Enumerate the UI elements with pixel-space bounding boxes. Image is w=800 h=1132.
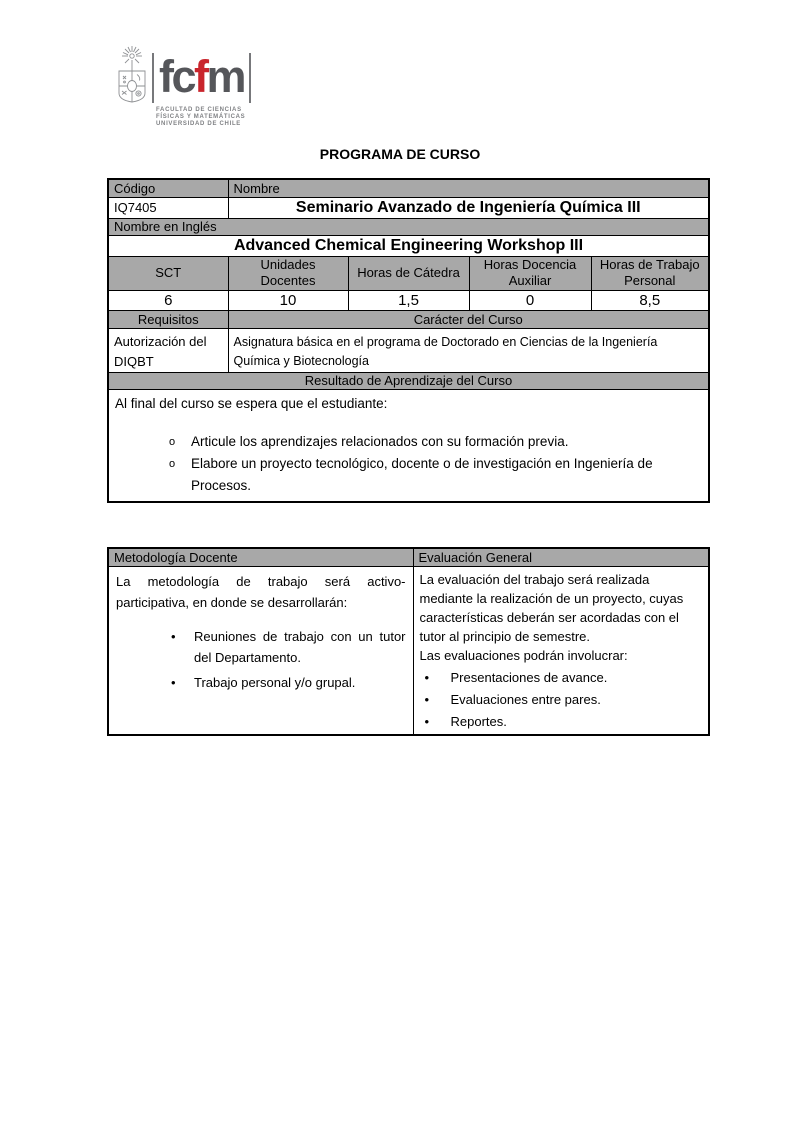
list-item <box>420 668 703 687</box>
wordmark-letters <box>154 53 249 103</box>
codigo-value: IQ7405 <box>108 197 228 218</box>
list-item <box>115 453 702 497</box>
resultado-item-2: Elabore un proyecto tecnológico, docente o de investigación en Ingeniería de Procesos. <box>191 455 653 493</box>
hours-header-horas-catedra: Horas de Cátedra <box>348 256 469 290</box>
course-info-table <box>107 178 710 503</box>
caracter-label: Carácter del Curso <box>228 310 709 328</box>
hours-value-horas-trabajo-personal: 8,5 <box>591 290 709 310</box>
spacer <box>116 613 406 622</box>
hours-value-sct: 6 <box>108 290 228 310</box>
table-row-resultado-content <box>108 389 709 502</box>
wordmark-m: m <box>206 51 245 102</box>
caracter-value: Asignatura básica en el programa de Doctorado en Ciencias de la Ingeniería Química y Biotecnología <box>228 328 709 372</box>
table-row-nombre-ingles-header <box>108 218 709 235</box>
wordmark-red-f: f <box>194 51 207 102</box>
hours-header-horas-docencia-auxiliar: Horas Docencia Auxiliar <box>469 256 591 290</box>
evaluacion-item-2: Evaluaciones entre pares. <box>450 691 601 707</box>
requisitos-value: Autorización del DIQBT <box>108 328 228 372</box>
table-row-nombre-ingles-value <box>108 235 709 256</box>
hours-value-horas-catedra: 1,5 <box>348 290 469 310</box>
wordmark-right-bar <box>249 53 251 103</box>
circle-bullet-icon: o <box>169 435 176 448</box>
hours-header-unidades-docentes: Unidades Docentes <box>228 256 348 290</box>
table-row-hours-headers <box>108 256 709 290</box>
dot-bullet-icon: • <box>424 691 430 707</box>
requisitos-label: Requisitos <box>108 310 228 328</box>
list-item <box>420 712 703 731</box>
evaluacion-item-1: Presentaciones de avance. <box>450 669 608 685</box>
evaluacion-intro: La evaluación del trabajo será realizada mediante la realización de un proyecto, cuyas características deberán ser acordadas con el tutor al principio de semestre. <box>419 571 684 644</box>
evaluacion-label: Evaluación General <box>413 548 709 566</box>
table-row-hours-values <box>108 290 709 310</box>
resultado-label: Resultado de Aprendizaje del Curso <box>108 372 709 389</box>
fcfm-wordmark <box>152 53 251 103</box>
metodologia-label: Metodología Docente <box>108 548 413 566</box>
fcfm-logo <box>113 45 313 135</box>
dot-bullet-icon: • <box>424 713 430 729</box>
resultado-item-1: Articule los aprendizajes relacionados con su formación previa. <box>191 433 569 449</box>
dot-bullet-icon: • <box>171 628 176 644</box>
metodologia-item-1: Reuniones de trabajo con un tutor del Departamento. <box>194 628 406 665</box>
list-item <box>420 690 703 709</box>
list-item <box>115 431 702 453</box>
table-row-method-headers <box>108 548 709 566</box>
metodologia-item-2: Trabajo personal y/o grupal. <box>194 674 356 690</box>
circle-bullet-icon: o <box>169 457 176 470</box>
list-item <box>116 626 406 668</box>
resultado-intro: Al final del curso se espera que el estudiante: <box>115 395 388 411</box>
hours-header-sct: SCT <box>108 256 228 290</box>
nombre-value: Seminario Avanzado de Ingeniería Química III <box>228 197 709 218</box>
universidad-de-chile-crest-icon <box>113 45 151 113</box>
list-item <box>116 672 406 693</box>
evaluacion-item-3: Reportes. <box>450 713 507 729</box>
table-row-resultado-header <box>108 372 709 389</box>
hours-value-unidades-docentes: 10 <box>228 290 348 310</box>
evaluacion-sub: Las evaluaciones podrán involucrar: <box>419 647 628 663</box>
faculty-name <box>152 107 251 128</box>
table-row-requisitos-header <box>108 310 709 328</box>
resultado-cell <box>108 389 709 502</box>
evaluacion-cell <box>413 566 709 735</box>
metodologia-cell <box>108 566 413 735</box>
nombre-ingles-value: Advanced Chemical Engineering Workshop III <box>108 235 709 256</box>
hours-value-horas-docencia-auxiliar: 0 <box>469 290 591 310</box>
fcfm-wordmark-block <box>152 53 251 128</box>
table-row-requisitos-value <box>108 328 709 372</box>
dot-bullet-icon: • <box>424 669 430 685</box>
dot-bullet-icon: • <box>171 674 176 690</box>
faculty-line-3: UNIVERSIDAD DE CHILE <box>156 121 242 127</box>
spacer <box>115 414 702 431</box>
page-title: PROGRAMA DE CURSO <box>319 146 481 162</box>
wordmark-fc: fc <box>159 51 195 102</box>
nombre-label: Nombre <box>228 179 709 197</box>
table-row-method-content <box>108 566 709 735</box>
table-row-codigo-value <box>108 197 709 218</box>
hours-header-horas-trabajo-personal: Horas de Trabajo Personal <box>591 256 709 290</box>
nombre-ingles-label: Nombre en Inglés <box>108 218 709 235</box>
table-row-codigo-header <box>108 179 709 197</box>
methodology-evaluation-table <box>107 547 710 736</box>
faculty-line-2: FÍSICAS Y MATEMÁTICAS <box>156 114 246 120</box>
faculty-line-1: FACULTAD DE CIENCIAS <box>156 107 242 113</box>
codigo-label: Código <box>108 179 228 197</box>
metodologia-intro: La metodología de trabajo será activo-participativa, en donde se desarrollarán: <box>116 573 406 610</box>
